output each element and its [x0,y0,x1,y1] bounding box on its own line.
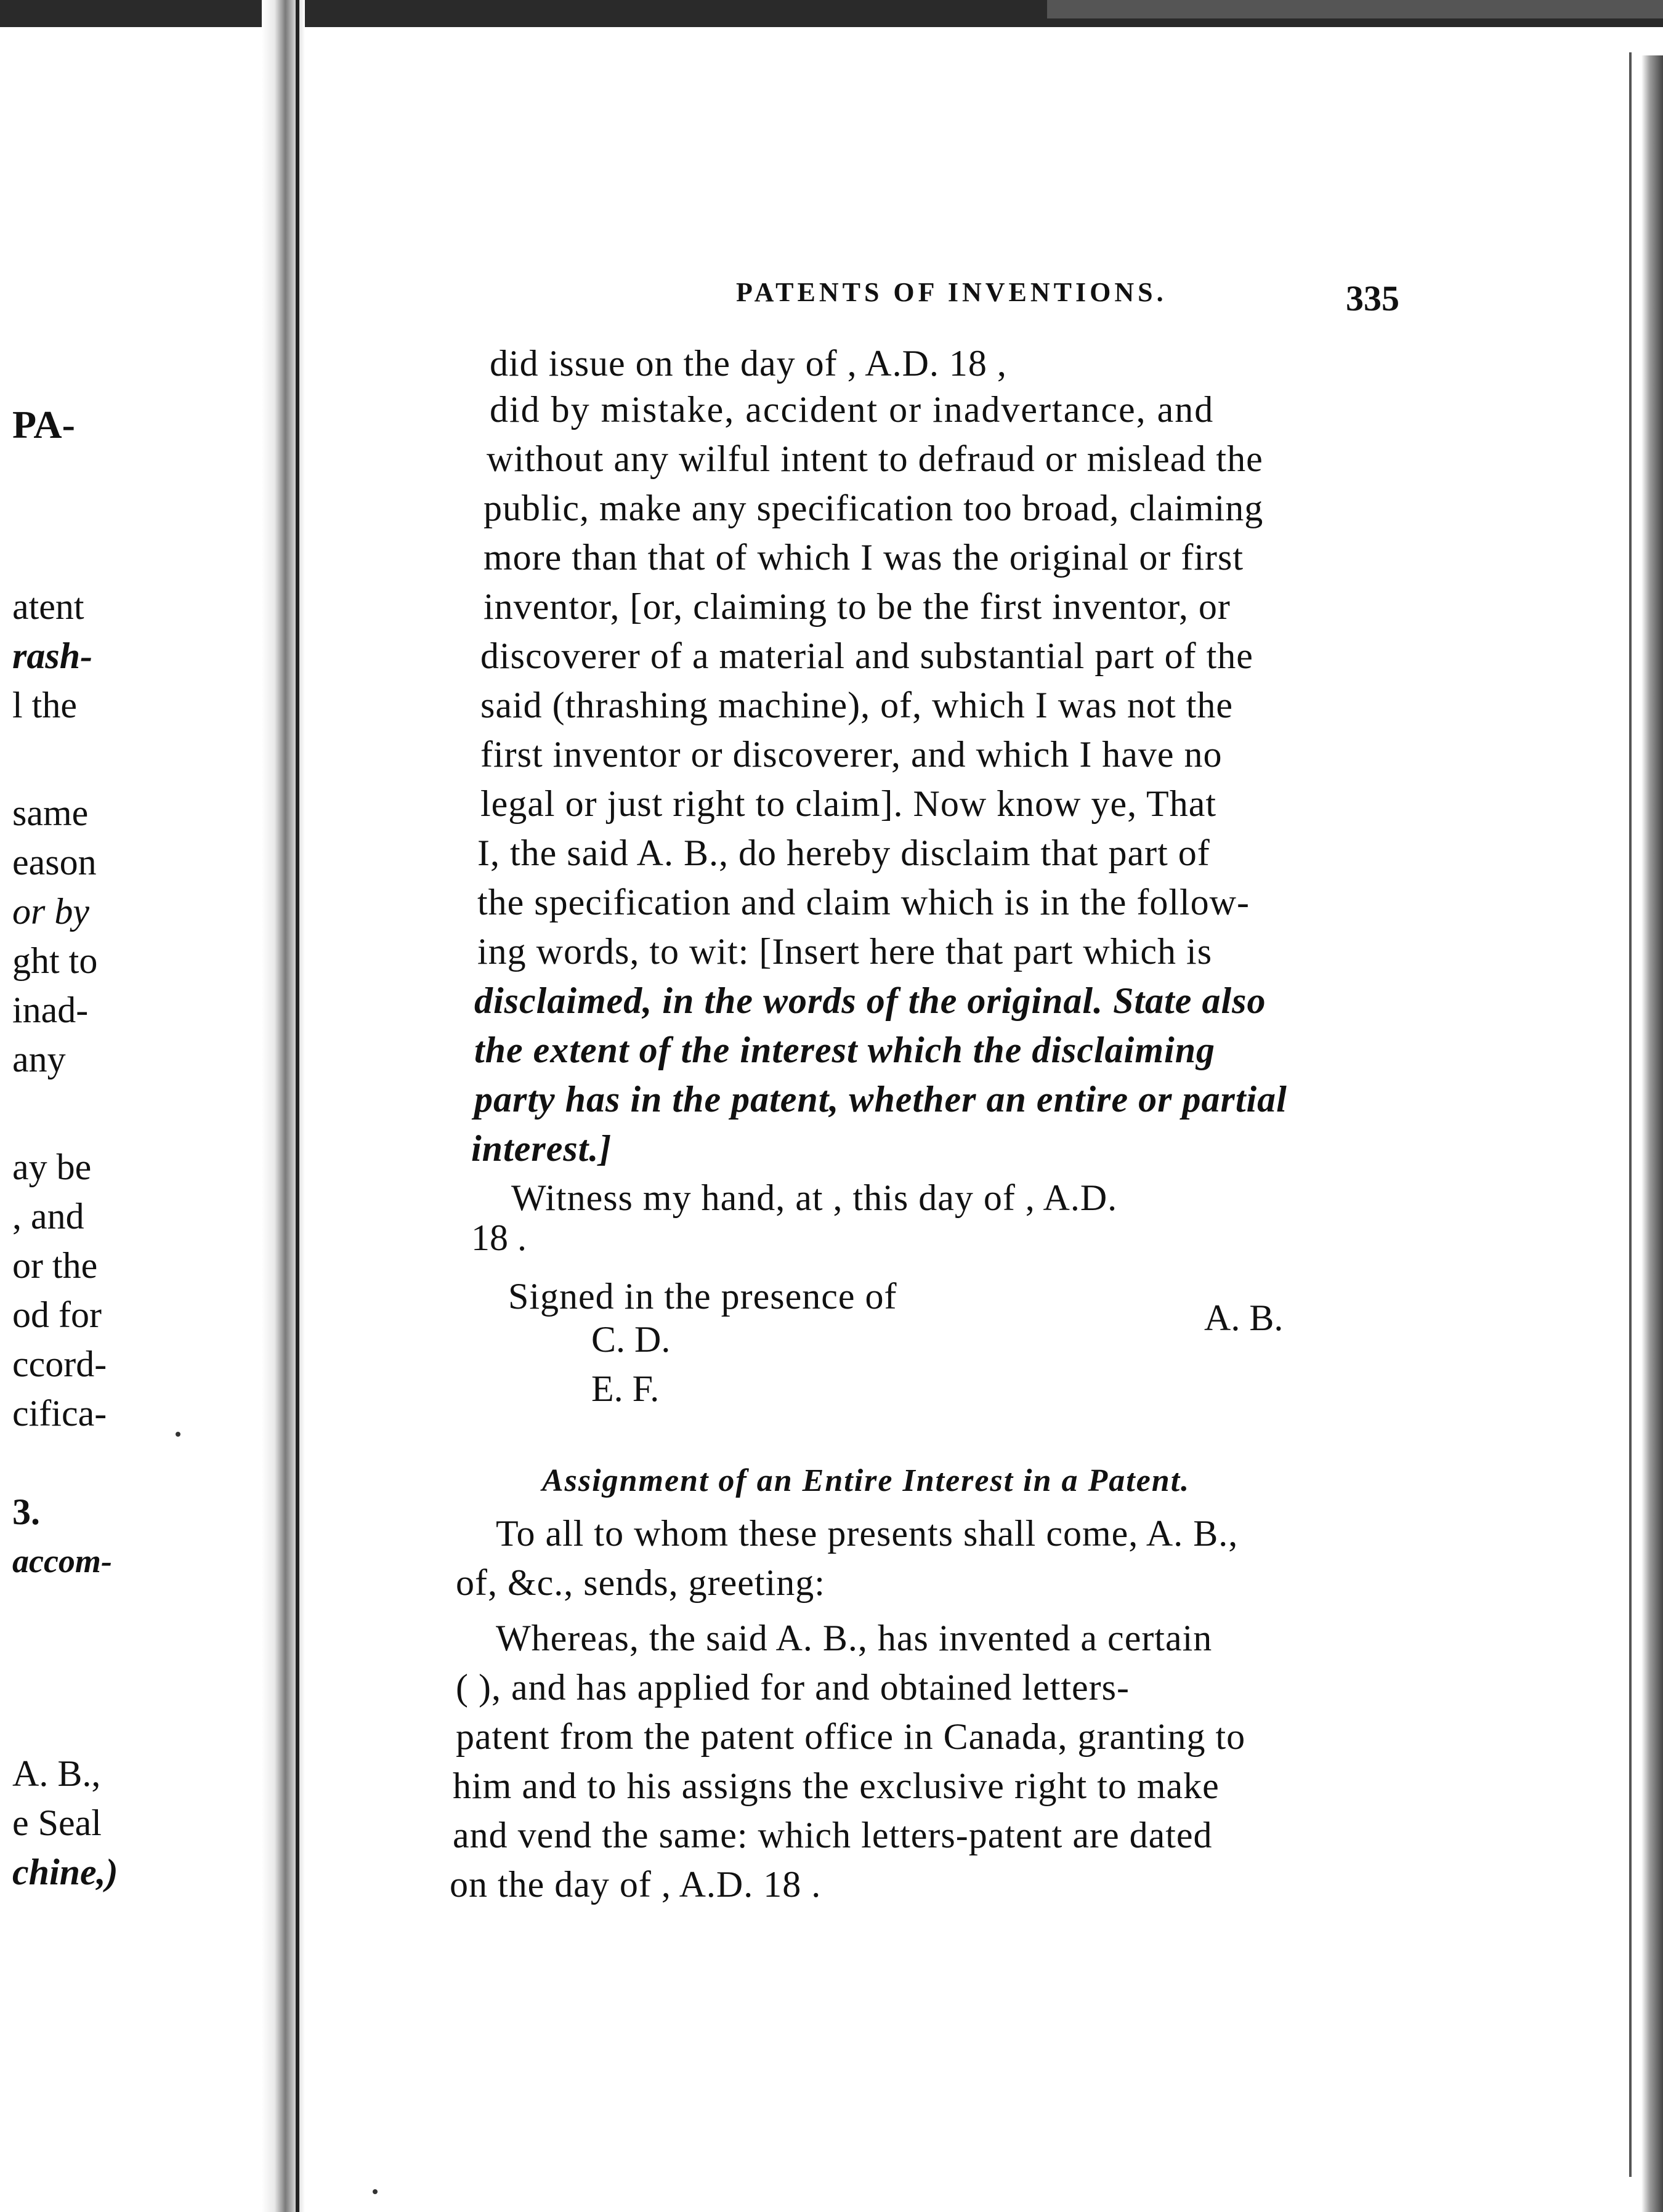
left-fragment: same [12,793,89,833]
body-line: discoverer of a material and substantial part of the [480,636,1253,676]
left-fragment: cifica- [12,1393,107,1434]
left-fragment: ccord- [12,1344,107,1384]
body-line: more than that of which I was the original or first [484,537,1244,578]
left-fragment: rash- [12,636,93,676]
page-edge-shadow [1641,55,1663,2212]
body-line: public, make any specification too broad, claiming [484,488,1264,528]
section-line: patent from the patent office in Canada, granting to [456,1716,1246,1757]
left-fragment: any [12,1039,66,1080]
left-fragment: od for [12,1294,102,1335]
section-heading: Assignment of an Entire Interest in a Patent. [542,1463,1191,1498]
scan-top-border-right [1047,0,1663,18]
section-line: of, &c., sends, greeting: [456,1562,825,1603]
body-line: said (thrashing machine), of, which I was not the [480,685,1234,725]
body-line: disclaimed, in the words of the original. State also [474,980,1266,1021]
left-fragment: atent [12,586,84,627]
body-line: I, the said A. B., do hereby disclaim that part of [477,833,1210,873]
left-fragment: ght to [12,940,98,981]
body-line: the extent of the interest which the disclaiming [474,1030,1216,1070]
signed-presence: Signed in the presence of [508,1276,897,1317]
body-line: inventor, [or, claiming to be the first inventor, or [484,586,1231,627]
left-fragment: , and [12,1196,84,1237]
body-line: without any wilful intent to defraud or mislead the [487,438,1263,479]
witness-name: E. F. [591,1368,660,1409]
left-fragment: A. B., [12,1753,101,1794]
left-fragment: eason [12,842,97,882]
section-line: and vend the same: which letters-patent are dated [453,1815,1213,1855]
left-fragment: inad- [12,990,89,1030]
section-line: Whereas, the said A. B., has invented a certain [496,1618,1213,1658]
body-line: interest.] [471,1128,612,1169]
body-line: party has in the patent, whether an entire or partial [474,1079,1287,1120]
gutter-fold-line [296,0,299,2212]
body-line: did by mistake, accident or inadvertance, and [490,389,1215,430]
left-fragment: e Seal [12,1802,102,1843]
left-fragment: 3. [12,1491,40,1532]
left-fragment: l the [12,685,77,725]
page-number: 335 [1346,278,1399,318]
witness-name: C. D. [591,1319,671,1360]
left-fragment: accom- [12,1543,112,1580]
left-fragment: chine,) [12,1852,118,1892]
body-line: did issue on the day of , A.D. 18 , [490,343,1007,384]
body-line: first inventor or discoverer, and which I have no [480,734,1223,775]
witness-year-line: 18 . [471,1217,527,1258]
page-edge-line [1629,52,1632,2177]
section-line: ( ), and has applied for and obtained letters- [456,1667,1130,1708]
body-line: legal or just right to claim]. Now know ye, That [480,783,1217,824]
left-fragment: PA- [12,403,75,446]
left-fragment: or by [12,891,89,932]
scan-speck [373,2189,378,2194]
section-line: on the day of , A.D. 18 . [450,1864,822,1905]
body-line: the specification and claim which is in the follow- [477,882,1250,922]
body-line: ing words, to wit: [Insert here that part which is [477,931,1213,972]
section-line: him and to his assigns the exclusive right to make [453,1766,1220,1806]
scan-speck [176,1432,180,1437]
section-line: To all to whom these presents shall come, A. B., [496,1513,1239,1554]
running-title: PATENTS OF INVENTIONS. [736,277,1167,307]
witness-line: Witness my hand, at , this day of , A.D. [511,1177,1118,1218]
signer-name: A. B. [1204,1298,1284,1338]
left-fragment: ay be [12,1147,92,1187]
left-fragment: or the [12,1245,98,1286]
